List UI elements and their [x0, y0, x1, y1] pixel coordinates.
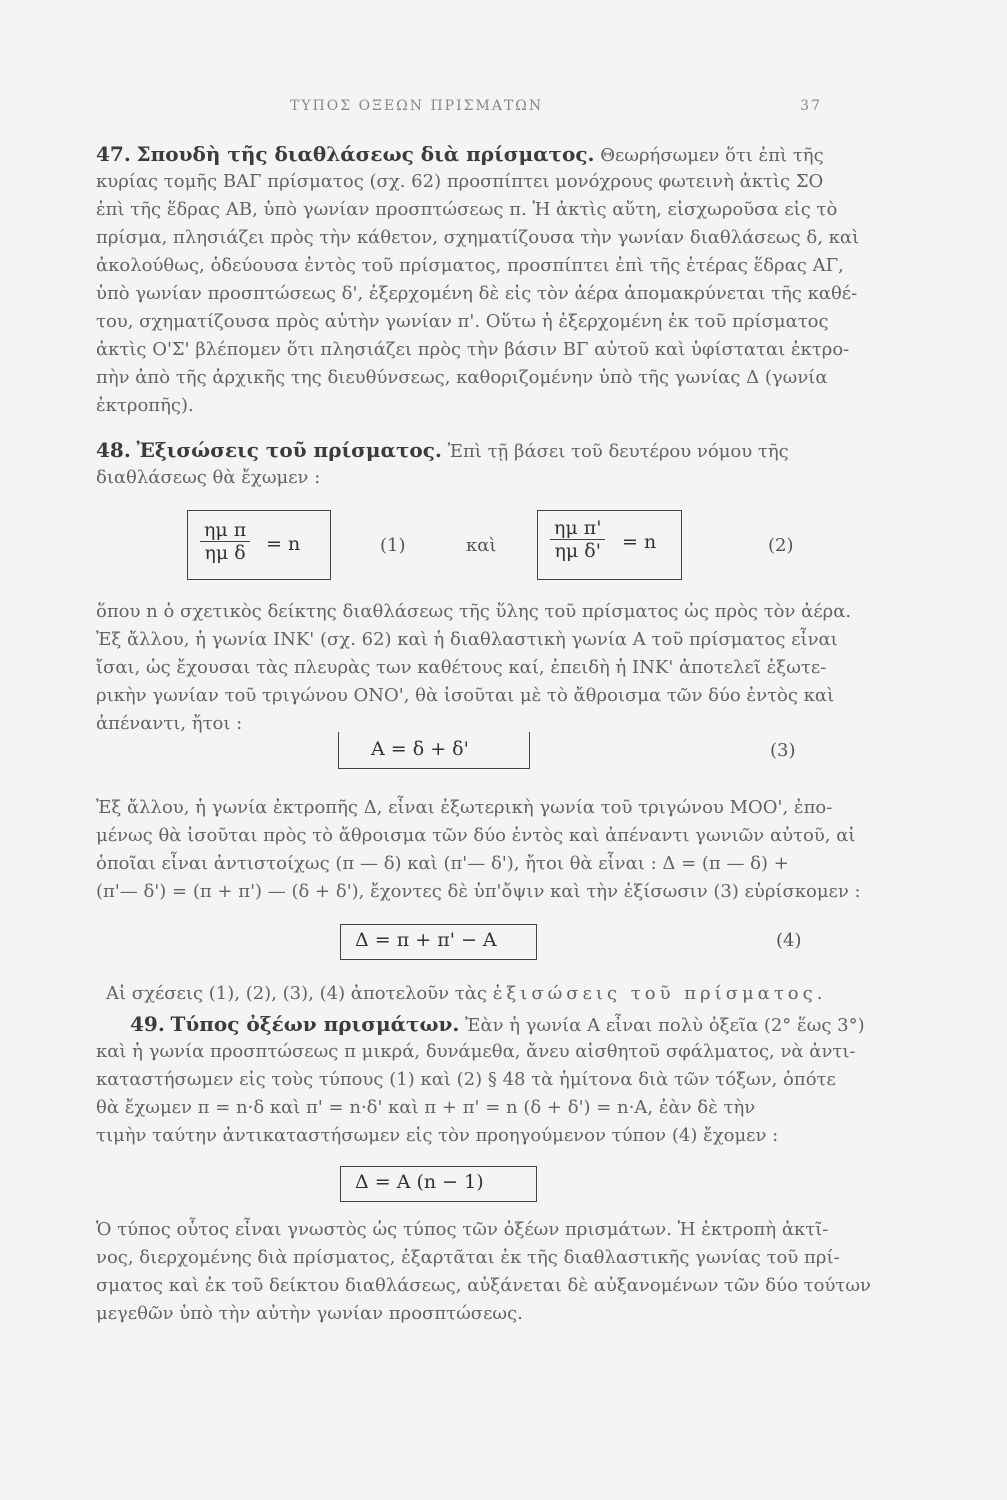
section-47-number: 47. [96, 142, 131, 166]
equation-2-rhs: = n [622, 531, 657, 553]
equation-1-rhs: = n [266, 533, 301, 555]
section-47-line-4: ἀκολούθως, ὁδεύουσα ἐντὸς τοῦ πρίσματος, προσπίπτει ἐπὶ τῆς ἑτέρας ἕδρας ΑΓ, [96, 255, 844, 276]
section-47-line-3: πρίσμα, πλησιάζει πρὸς τὴν κάθετον, σχηματίζουσα τὴν γωνίαν διαθλάσεως δ, καὶ [96, 227, 860, 248]
section-49-heading-line [130, 1010, 930, 1038]
section-49-number: 49. [130, 1012, 165, 1036]
section-48-heading-line [96, 436, 896, 464]
section-47-line-1: κυρίας τομῆς ΒΑΓ πρίσματος (σχ. 62) προσπίπτει μονόχρους φωτεινὴ ἀκτὶς ΣΟ [96, 171, 824, 192]
equation-3-box [338, 732, 530, 769]
relations-spaced: ἐξισώσεις τοῦ πρίσματος. [492, 983, 827, 1004]
equation-4-label: (4) [776, 930, 802, 951]
equation-2-fraction [550, 517, 605, 562]
section-48-title: Ἐξισώσεις τοῦ πρίσματος. [136, 438, 442, 462]
section-48-line-1-rest: Ἐπὶ τῇ βάσει τοῦ δευτέρου νόμου τῆς [447, 441, 789, 462]
para-after-eq-line-2: ἴσαι, ὡς ἔχουσαι τὰς πλευρὰς των καθέτους καί, ἐπειδὴ ἡ ΙΝΚ' ἀποτελεῖ ἐξωτε- [96, 657, 827, 678]
section-48-number: 48. [96, 438, 131, 462]
para-after-eq-line-4: ἀπέναντι, ἤτοι : [96, 713, 243, 734]
section-47-line-8: πὴν ἀπὸ τῆς ἀρχικῆς της διευθύνσεως, καθοριζομένην ὑπὸ τῆς γωνίας Δ (γωνία [96, 367, 828, 388]
section-47-line-6: του, σχηματίζουσα πρὸς αὐτὴν γωνίαν π'. Οὕτω ἡ ἐξερχομένη ἐκ τοῦ πρίσματος [96, 311, 829, 332]
section-49-line-2: καταστήσωμεν εἰς τοὺς τύπους (1) καὶ (2) § 48 τὰ ἡμίτονα διὰ τῶν τόξων, ὁπότε [96, 1069, 836, 1090]
equation-5-text: Δ = Α (n − 1) [355, 1171, 484, 1193]
section-47-line-2: ἐπὶ τῆς ἕδρας ΑΒ, ὑπὸ γωνίαν προσπτώσεως π. Ἡ ἀκτὶς αὕτη, εἰσχωροῦσα εἰς τὸ [96, 199, 838, 220]
section-49-line-3: θὰ ἔχωμεν π = n·δ καὶ π' = n·δ' καὶ π + π' = n (δ + δ') = n·Α, ἐὰν δὲ τὴν [96, 1097, 756, 1118]
section-49-title: Τύπος ὀξέων πρισμάτων. [170, 1012, 460, 1036]
final-para-line-3: μεγεθῶν ὑπὸ τὴν αὐτὴν γωνίαν προσπτώσεως. [96, 1303, 523, 1324]
section-47-heading-line [96, 140, 896, 168]
para-after-eq-line-1: Ἐξ ἄλλου, ἡ γωνία ΙΝΚ' (σχ. 62) καὶ ἡ διαθλαστικὴ γωνία Α τοῦ πρίσματος εἶναι [96, 629, 838, 650]
section-49-line-1: καὶ ἡ γωνία προσπτώσεως π μικρά, δυνάμεθα, ἄνευ αἰσθητοῦ σφάλματος, νὰ ἀντι- [96, 1041, 856, 1062]
equation-1-label: (1) [380, 535, 406, 556]
final-para-line-1: νος, διερχομένης διὰ πρίσματος, ἐξαρτᾶται ἐκ τῆς διαθλαστικῆς γωνίας τοῦ πρί- [96, 1247, 840, 1268]
equation-4-text: Δ = π + π' − Α [355, 929, 497, 951]
relations-line [106, 980, 906, 1008]
equation-1-box [187, 510, 331, 580]
equation-5-box [340, 1166, 537, 1202]
para-after-eq-line-0: ὅπου n ὁ σχετικὸς δείκτης διαθλάσεως τῆς ὕλης τοῦ πρίσματος ὡς πρὸς τὸν ἀέρα. [96, 601, 852, 622]
para-after-eq-line-3: ρικὴν γωνίαν τοῦ τριγώνου ΟΝΟ', θὰ ἰσοῦται μὲ τὸ ἄθροισμα τῶν δύο ἐντὸς καὶ [96, 685, 835, 706]
page-number: 37 [800, 98, 822, 114]
section-47-line-9: ἐκτροπῆς). [96, 395, 194, 416]
equation-1-denominator: ημ δ [204, 542, 246, 564]
final-para-line-2: σματος καὶ ἐκ τοῦ δείκτου διαθλάσεως, αὐξάνεται δὲ αὐξανομένων τῶν δύο τούτων [96, 1275, 871, 1296]
equation-3-text: Α = δ + δ' [371, 738, 469, 760]
equation-2-label: (2) [768, 535, 794, 556]
section-47-line-5: ὑπὸ γωνίαν προσπτώσεως δ', ἐξερχομένη δὲ εἰς τὸν ἀέρα ἀπομακρύνεται τῆς καθέ- [96, 283, 858, 304]
section-47-title: Σπουδὴ τῆς διαθλάσεως διὰ πρίσματος. [136, 142, 595, 166]
para-after-eq3-line-3: (π'— δ') = (π + π') — (δ + δ'), ἔχοντες δὲ ὑπ'ὄψιν καὶ τὴν ἐξίσωσιν (3) εὑρίσκομεν : [96, 881, 861, 902]
section-47-line-0: Θεωρήσωμεν ὅτι ἐπὶ τῆς [600, 145, 824, 166]
equation-3-label: (3) [770, 740, 796, 761]
section-49-line-4: τιμὴν ταύτην ἀντικαταστήσωμεν εἰς τὸν προηγούμενον τύπον (4) ἔχομεν : [96, 1125, 779, 1146]
running-header [0, 98, 1007, 122]
para-after-eq3-line-1: μένως θὰ ἰσοῦται πρὸς τὸ ἄθροισμα τῶν δύο ἐντὸς καὶ ἀπέναντι γωνιῶν αὐτοῦ, αἱ [96, 825, 856, 846]
equation-4-box [340, 924, 537, 960]
equation-1-numerator: ημ π [200, 519, 250, 542]
section-47-line-7: ἀκτὶς Ο'Σ' βλέπομεν ὅτι πλησιάζει πρὸς τὴν βάσιν ΒΓ αὐτοῦ καὶ ὑφίσταται ἐκτρο- [96, 339, 850, 360]
equation-1-fraction [200, 519, 250, 564]
header-title: ΤΥΠΟΣ ΟΞΕΩΝ ΠΡΙΣΜΑΤΩΝ [290, 98, 544, 114]
section-48-line-2: διαθλάσεως θὰ ἔχωμεν : [96, 467, 321, 488]
section-49-line-1-rest: Ἐὰν ἡ γωνία Α εἶναι πολὺ ὀξεῖα (2° ἕως 3°) [465, 1015, 865, 1036]
para-after-eq3-line-2: ὁποῖαι εἶναι ἀντιστοίχως (π — δ) καὶ (π'— δ'), ἤτοι θὰ εἶναι : Δ = (π — δ) + [96, 853, 789, 874]
equation-conjunction: καὶ [466, 535, 497, 556]
relations-prefix: Αἱ σχέσεις (1), (2), (3), (4) ἀποτελοῦν τὰς [106, 983, 487, 1004]
equation-2-box [537, 510, 682, 580]
para-after-eq3-line-0: Ἐξ ἄλλου, ἡ γωνία ἐκτροπῆς Δ, εἶναι ἐξωτερικὴ γωνία τοῦ τριγώνου ΜΟΟ', ἐπο- [96, 797, 833, 818]
equation-2-denominator: ημ δ' [554, 540, 601, 562]
equation-2-numerator: ημ π' [550, 517, 605, 540]
final-para-line-0: Ὁ τύπος οὗτος εἶναι γνωστὸς ὡς τύπος τῶν ὀξέων πρισμάτων. Ἡ ἐκτροπὴ ἀκτῖ- [96, 1219, 829, 1240]
